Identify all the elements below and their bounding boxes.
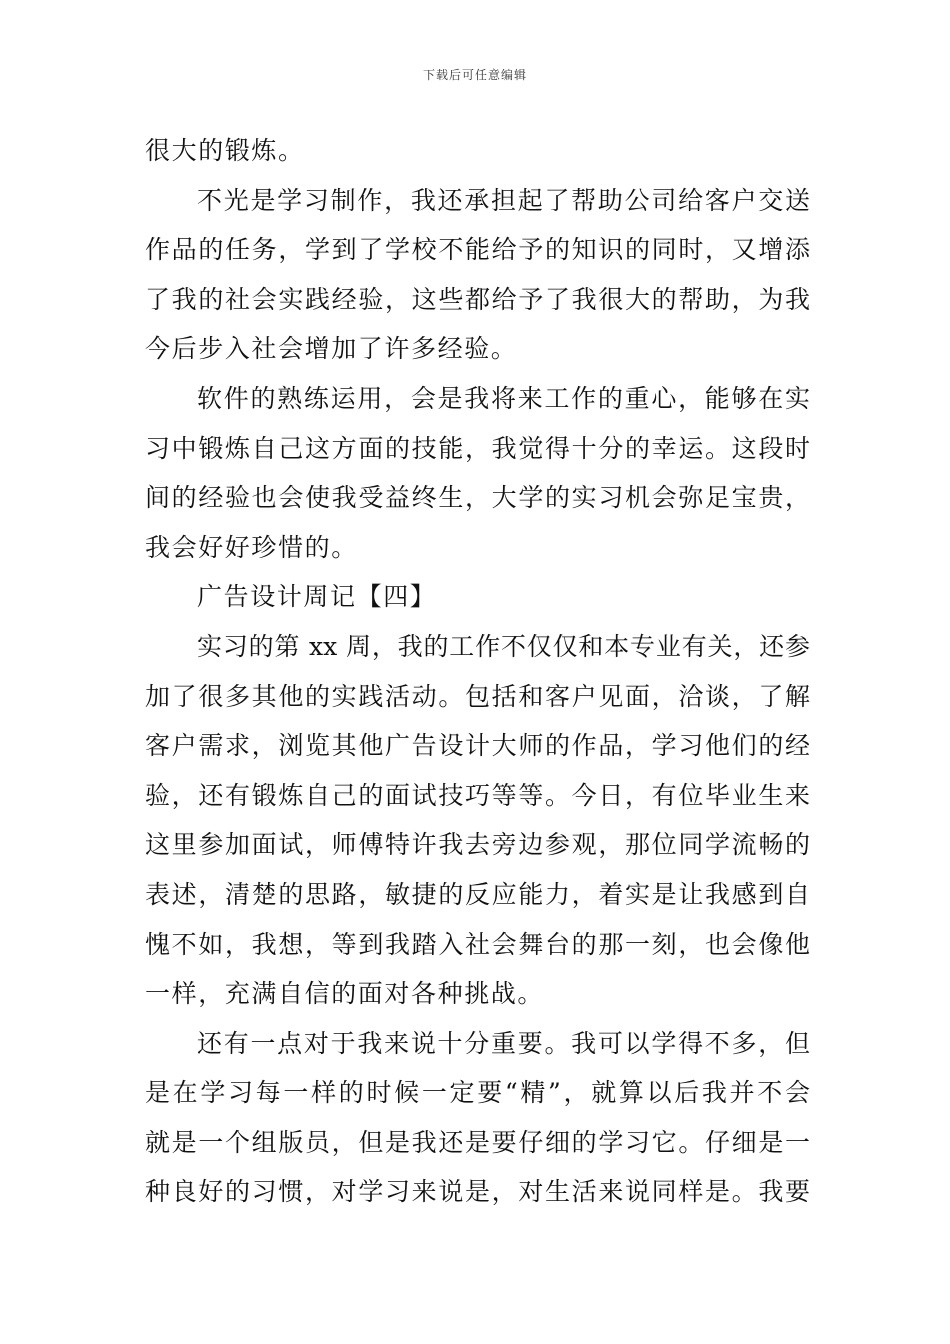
text-line: 客户需求，浏览其他广告设计大师的作品，学习他们的经 [145,731,810,761]
text-line: 就是一个组版员，但是我还是要仔细的学习它。仔细是一 [145,1127,810,1157]
text-line: 还有一点对于我来说十分重要。我可以学得不多，但 [197,1028,810,1058]
text-line: 表述，清楚的思路，敏捷的反应能力，着实是让我感到自 [145,879,810,909]
text-line: 种良好的习惯，对学习来说是，对生活来说同样是。我要 [145,1177,810,1207]
text-line: 我会好好珍惜的。 [145,532,358,562]
section-heading: 广告设计周记【四】 [197,582,437,612]
text-line: 习中锻炼自己这方面的技能，我觉得十分的幸运。这段时 [145,433,810,463]
text-line: 不光是学习制作，我还承担起了帮助公司给客户交送 [197,185,810,215]
text-line: 愧不如，我想，等到我踏入社会舞台的那一刻，也会像他 [145,929,810,959]
header-note: 下载后可任意编辑 [422,68,527,82]
text-line: 一样，充满自信的面对各种挑战。 [145,979,545,1009]
text-line: 间的经验也会使我受益终生，大学的实习机会弥足宝贵， [145,483,810,513]
text-line: 作品的任务，学到了学校不能给予的知识的同时，又增添 [145,235,810,265]
body-text [145,126,810,1217]
text-line: 验，还有锻炼自己的面试技巧等等。今日，有位毕业生来 [145,780,810,810]
text-line: 了我的社会实践经验，这些都给予了我很大的帮助，为我 [145,284,810,314]
text-line: 很大的锻炼。 [145,136,305,165]
text-line: 实习的第 xx 周，我的工作不仅仅和本专业有关，还参 [197,631,810,661]
text-line: 这里参加面试，师傅特许我去旁边参观，那位同学流畅的 [145,830,810,860]
text-line: 加了很多其他的实践活动。包括和客户见面，洽谈，了解 [145,681,810,711]
text-line: 是在学习每一样的时候一定要“精”，就算以后我并不会 [145,1078,810,1108]
text-line: 软件的熟练运用，会是我将来工作的重心，能够在实 [197,383,810,413]
text-line: 今后步入社会增加了许多经验。 [145,334,518,364]
